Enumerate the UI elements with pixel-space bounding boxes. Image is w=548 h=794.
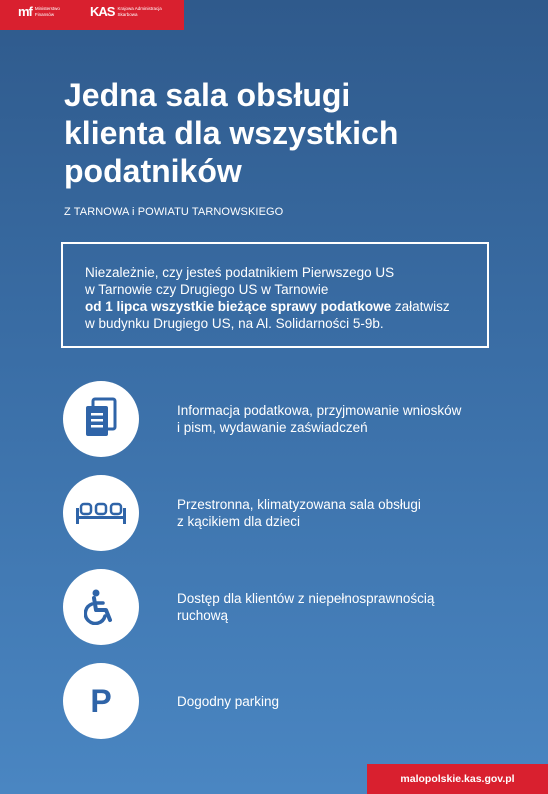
kas-logo-text bbox=[117, 6, 161, 17]
title-line-1: Jedna sala obsługi bbox=[64, 77, 351, 113]
feature-text bbox=[177, 496, 487, 530]
documents-icon bbox=[63, 381, 139, 457]
feature-line-2: z kącikiem dla dzieci bbox=[177, 514, 301, 529]
footer-url[interactable]: malopolskie.kas.gov.pl bbox=[400, 773, 515, 785]
info-box bbox=[61, 242, 489, 348]
wheelchair-icon bbox=[63, 569, 139, 645]
feature-text bbox=[177, 402, 487, 436]
feature-line-2: ruchową bbox=[177, 608, 229, 623]
info-bold-text: od 1 lipca wszystkie bieżące sprawy podatkowe bbox=[85, 299, 392, 314]
feature-text bbox=[177, 590, 487, 624]
kas-logo-line2: Skarbowa bbox=[117, 11, 138, 17]
kas-logo bbox=[90, 5, 162, 18]
title-line-2: klienta dla wszystkich bbox=[64, 115, 399, 151]
info-after-bold: załatwisz bbox=[391, 299, 450, 314]
mf-logo-text bbox=[35, 6, 60, 17]
feature-line-1: Informacja podatkowa, przyjmowanie wniosków bbox=[177, 403, 462, 418]
header-logo-bar bbox=[0, 0, 184, 30]
mf-logo-line2: Finansów bbox=[34, 11, 55, 17]
page-subtitle: Z TARNOWA i POWIATU TARNOWSKIEGO bbox=[64, 206, 284, 218]
feature-line-1: Dostęp dla klientów z niepełnosprawnością bbox=[177, 591, 435, 606]
parking-letter: P bbox=[90, 682, 112, 719]
parking-icon bbox=[63, 663, 139, 739]
feature-item-information bbox=[63, 381, 503, 457]
feature-item-accessibility bbox=[63, 569, 503, 645]
feature-line-2: i pism, wydawanie zaświadczeń bbox=[177, 420, 368, 435]
info-line-1: Niezależnie, czy jesteś podatnikiem Pierwszego US bbox=[85, 265, 395, 280]
kas-logo-line1: Krajowa Administracja bbox=[117, 6, 162, 11]
info-line-2: w Tarnowie czy Drugiego US w Tarnowie bbox=[85, 282, 329, 297]
feature-item-parking bbox=[63, 663, 503, 739]
page-title bbox=[64, 76, 484, 190]
feature-item-hall bbox=[63, 475, 503, 551]
title-line-3: podatników bbox=[64, 153, 242, 189]
seats-icon bbox=[63, 475, 139, 551]
mf-logo-mark: mf bbox=[18, 4, 32, 19]
feature-line-1: Przestronna, klimatyzowana sala obsługi bbox=[177, 497, 421, 512]
mf-logo-line1: Ministerstwo bbox=[34, 6, 60, 11]
footer-url-bar bbox=[367, 764, 548, 794]
info-line-4: w budynku Drugiego US, na Al. Solidarności 5-9b. bbox=[85, 316, 384, 331]
feature-line-1: Dogodny parking bbox=[177, 693, 280, 709]
feature-text bbox=[177, 693, 487, 710]
kas-logo-mark: KAS bbox=[90, 4, 115, 19]
ministry-of-finance-logo bbox=[18, 5, 60, 18]
